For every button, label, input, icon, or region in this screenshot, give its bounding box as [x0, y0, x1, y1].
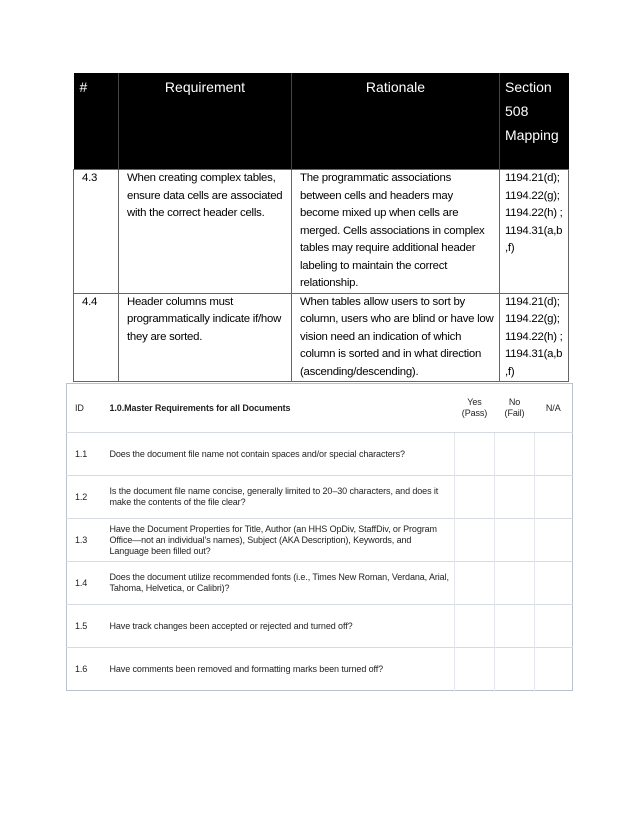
row-section: 1194.21(d); 1194.22(g); 1194.22(h) ; 1194.31(a,b ,f)	[500, 170, 569, 294]
checklist-row	[67, 433, 573, 476]
table-row	[74, 170, 569, 294]
header-rationale: Rationale	[292, 73, 500, 170]
row-question: Have comments been removed and formatting marks been turned off?	[104, 648, 455, 691]
header-number: #	[74, 73, 119, 170]
row-question: Does the document file name not contain spaces and/or special characters?	[104, 433, 455, 476]
row-id: 1.1	[67, 433, 104, 476]
header-master-requirements: 1.0.Master Requirements for all Documents	[109, 403, 291, 413]
row-rationale: When tables allow users to sort by column, users who are blind or have low vision need an indication of which column is sorted and in what direction (ascending/descending).	[292, 293, 500, 382]
checklist-row	[67, 648, 573, 691]
checklist-row	[67, 605, 573, 648]
checklist-row	[67, 519, 573, 562]
checklist-row	[67, 562, 573, 605]
no-fail-cell[interactable]	[495, 648, 535, 691]
yes-pass-cell[interactable]	[455, 648, 495, 691]
row-section: 1194.21(d); 1194.22(g); 1194.22(h) ; 1194.31(a,b ,f)	[500, 293, 569, 382]
row-requirement: Header columns must programmatically indicate if/how they are sorted.	[119, 293, 292, 382]
na-cell[interactable]	[535, 605, 573, 648]
yes-pass-cell[interactable]	[455, 433, 495, 476]
header-na: N/A	[545, 402, 561, 413]
yes-pass-cell[interactable]	[455, 476, 495, 519]
requirements-table	[73, 73, 569, 382]
header-id: ID	[75, 403, 84, 413]
yes-pass-cell[interactable]	[455, 519, 495, 562]
checklist-row	[67, 476, 573, 519]
requirements-header-row	[74, 73, 569, 170]
yes-pass-cell[interactable]	[455, 605, 495, 648]
row-id: 1.6	[67, 648, 104, 691]
no-fail-cell[interactable]	[495, 562, 535, 605]
row-rationale: The programmatic associations between cells and headers may become mixed up when cells are merged. Cells associations in complex tables may require additional header labeling to maintain the correct relationship.	[292, 170, 500, 294]
na-cell[interactable]	[535, 648, 573, 691]
na-cell[interactable]	[535, 519, 573, 562]
row-id: 4.4	[74, 293, 119, 382]
row-id: 1.5	[67, 605, 104, 648]
yes-pass-cell[interactable]	[455, 562, 495, 605]
header-yes-pass: Yes (Pass)	[461, 397, 488, 418]
na-cell[interactable]	[535, 433, 573, 476]
row-requirement: When creating complex tables, ensure data cells are associated with the correct header cells.	[119, 170, 292, 294]
table-row	[74, 293, 569, 382]
row-question: Have the Document Properties for Title, Author (an HHS OpDiv, StaffDiv, or Program Office—not an individual’s names), Subject (AKA Description), Keywords, and Language been filled out?	[104, 519, 455, 562]
row-question: Does the document utilize recommended fonts (i.e., Times New Roman, Verdana, Arial, Tahoma, Helvetica, or Calibri)?	[104, 562, 455, 605]
row-id: 4.3	[74, 170, 119, 294]
header-no-fail: No (Fail)	[504, 397, 525, 418]
no-fail-cell[interactable]	[495, 605, 535, 648]
checklist-table	[66, 383, 573, 691]
row-id: 1.2	[67, 476, 104, 519]
no-fail-cell[interactable]	[495, 433, 535, 476]
checklist-header-row	[67, 384, 573, 433]
row-question: Is the document file name concise, generally limited to 20–30 characters, and does it make the contents of the file clear?	[104, 476, 455, 519]
header-section-508: Section 508 Mapping	[500, 73, 569, 170]
na-cell[interactable]	[535, 476, 573, 519]
no-fail-cell[interactable]	[495, 519, 535, 562]
row-id: 1.4	[67, 562, 104, 605]
row-id: 1.3	[67, 519, 104, 562]
no-fail-cell[interactable]	[495, 476, 535, 519]
header-requirement: Requirement	[119, 73, 292, 170]
na-cell[interactable]	[535, 562, 573, 605]
row-question: Have track changes been accepted or rejected and turned off?	[104, 605, 455, 648]
